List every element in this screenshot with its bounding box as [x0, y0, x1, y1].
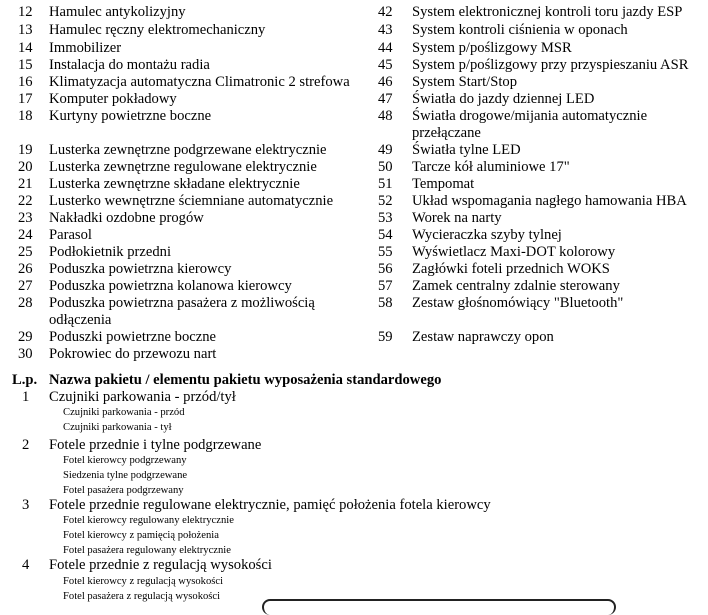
package-subitem: Fotel kierowcy podgrzewany: [63, 455, 187, 466]
package-subitem: Fotel pasażera podgrzewany: [63, 485, 184, 496]
packages-header-title: Nazwa pakietu / elementu pakietu wyposażenia standardowego: [49, 372, 442, 388]
partial-rounded-box-edge: [262, 599, 616, 615]
package-subitem: Siedzenia tylne podgrzewane: [63, 470, 188, 481]
package-subitem: Fotel pasażera regulowany elektrycznie: [63, 545, 231, 556]
package-subitem: Fotel kierowcy regulowany elektrycznie: [63, 515, 234, 526]
package-subitem: Fotel kierowcy z pamięcią położenia: [63, 530, 219, 541]
package-subitem: Fotel kierowcy z regulacją wysokości: [63, 576, 224, 587]
packages-header-lp: L.p.: [12, 372, 38, 388]
package-subitem: Czujniki parkowania - tył: [63, 422, 172, 433]
package-subitem: Fotel pasażera z regulacją wysokości: [63, 591, 221, 602]
package-subitem: Czujniki parkowania - przód: [63, 407, 185, 418]
